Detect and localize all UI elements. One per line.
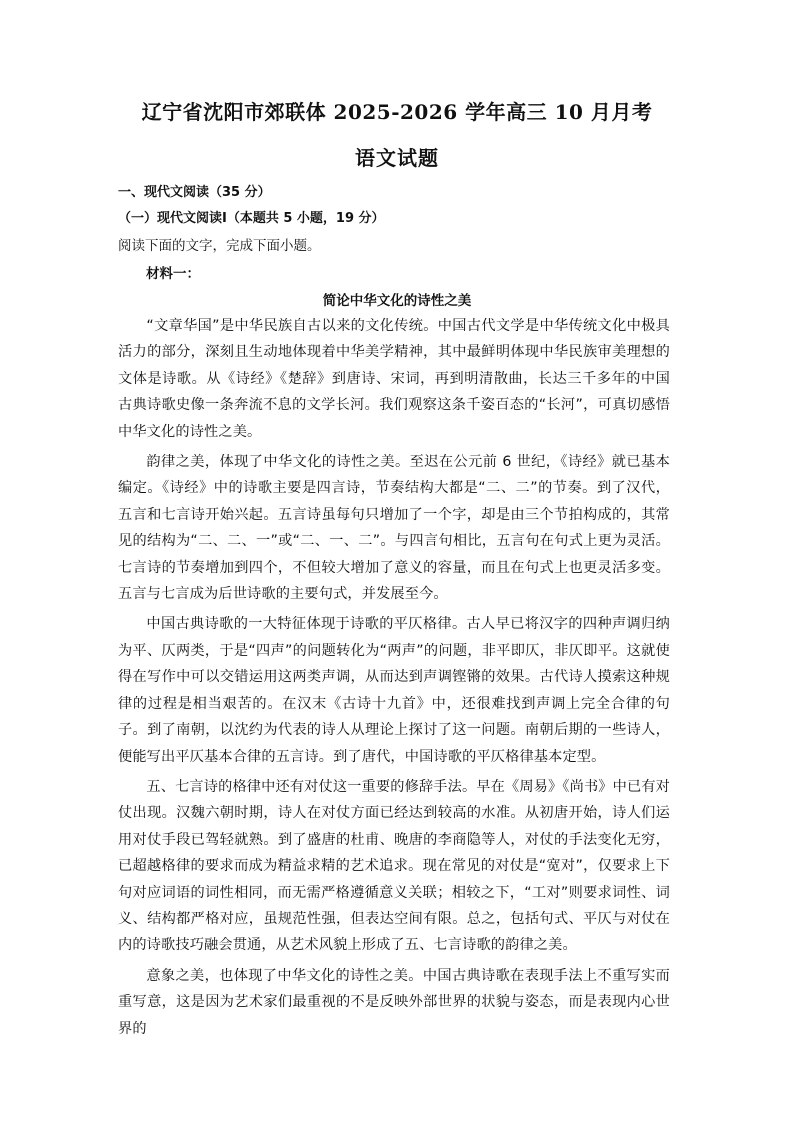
subsection-heading: （一）现代文阅读Ⅰ（本题共 5 小题，19 分） bbox=[118, 211, 385, 226]
article-title: 简论中华文化的诗性之美 bbox=[322, 293, 472, 309]
material-label: 材料一： bbox=[146, 266, 200, 282]
paragraph: 韵律之美，体现了中华文化的诗性之美。至迟在公元前 6 世纪，《诗经》就已基本编定。《诗经》中的诗歌主要是四言诗，节奏结构大都是“二、二”的节奏。到了汉代，五言和七言诗开始兴起。五言诗虽每句只增加了一个字，却是由三个节拍构成的，其常见的结构为“二、二、一”或“二、一、二”。与四言句相比，五言句在句式上更为灵活。七言诗的节奏增加到四个，不但较大增加了意义的容量，而且在句式上也更灵活多变。五言与七言成为后世诗歌的主要句式，并发展至今。 bbox=[118, 454, 670, 603]
reading-instruction: 阅读下面的文字，完成下面小题。 bbox=[118, 238, 321, 254]
paragraph: 中国古典诗歌的一大特征体现于诗歌的平仄格律。古人早已将汉字的四种声调归纳为平、仄两类，于是“四声”的问题转化为“两声”的问题，非平即仄，非仄即平。这就使得在写作中可以交错运用这两类声调，从而达到声调铿锵的效果。古代诗人摸索这种规律的过程是相当艰苦的。在汉末《古诗十九首》中，还很难找到声调上完全合律的句子。到了南朝，以沈约为代表的诗人从理论上探讨了这一问题。南朝后期的一些诗人，便能写出平仄基本合律的五言诗。到了唐代，中国诗歌的平仄格律基本定型。 bbox=[118, 616, 670, 765]
article-body bbox=[118, 313, 670, 1046]
exam-subtitle: 语文试题 bbox=[355, 146, 439, 170]
paragraph: 五、七言诗的格律中还有对仗这一重要的修辞手法。早在《周易》《尚书》中已有对仗出现。汉魏六朝时期，诗人在对仗方面已经达到较高的水准。从初唐开始，诗人们运用对仗手段已驾轻就熟。到了盛唐的杜甫、晚唐的李商隐等人，对仗的手法变化无穷，已超越格律的要求而成为精益求精的艺术追求。现在常见的对仗是“宽对”，仅要求上下句对应词语的词性相同，而无需严格遵循意义关联；相较之下，“工对”则要求词性、词义、结构都严格对应，虽规范性强，但表达空间有限。总之，包括句式、平仄与对仗在内的诗歌技巧融会贯通，从艺术风貌上形成了五、七言诗歌的韵律之美。 bbox=[118, 778, 670, 954]
exam-title: 辽宁省沈阳市郊联体 2025-2026 学年高三 10 月月考 bbox=[141, 100, 653, 124]
paragraph: 意象之美，也体现了中华文化的诗性之美。中国古典诗歌在表现手法上不重写实而重写意，这是因为艺术家们最重视的不是反映外部世界的状貌与姿态，而是表现内心世界的 bbox=[118, 967, 670, 1037]
section-heading: 一、现代文阅读（35 分） bbox=[118, 185, 271, 200]
paragraph: “文章华国”是中华民族自古以来的文化传统。中国古代文学是中华传统文化中极具活力的部分，深刻且生动地体现着中华美学精神，其中最鲜明体现中华民族审美理想的文体是诗歌。从《诗经》《楚辞》到唐诗、宋词，再到明清散曲，长达三千多年的中国古典诗歌史像一条奔流不息的文学长河。我们观察这条千姿百态的“长河”，可真切感悟中华文化的诗性之美。 bbox=[118, 318, 670, 440]
